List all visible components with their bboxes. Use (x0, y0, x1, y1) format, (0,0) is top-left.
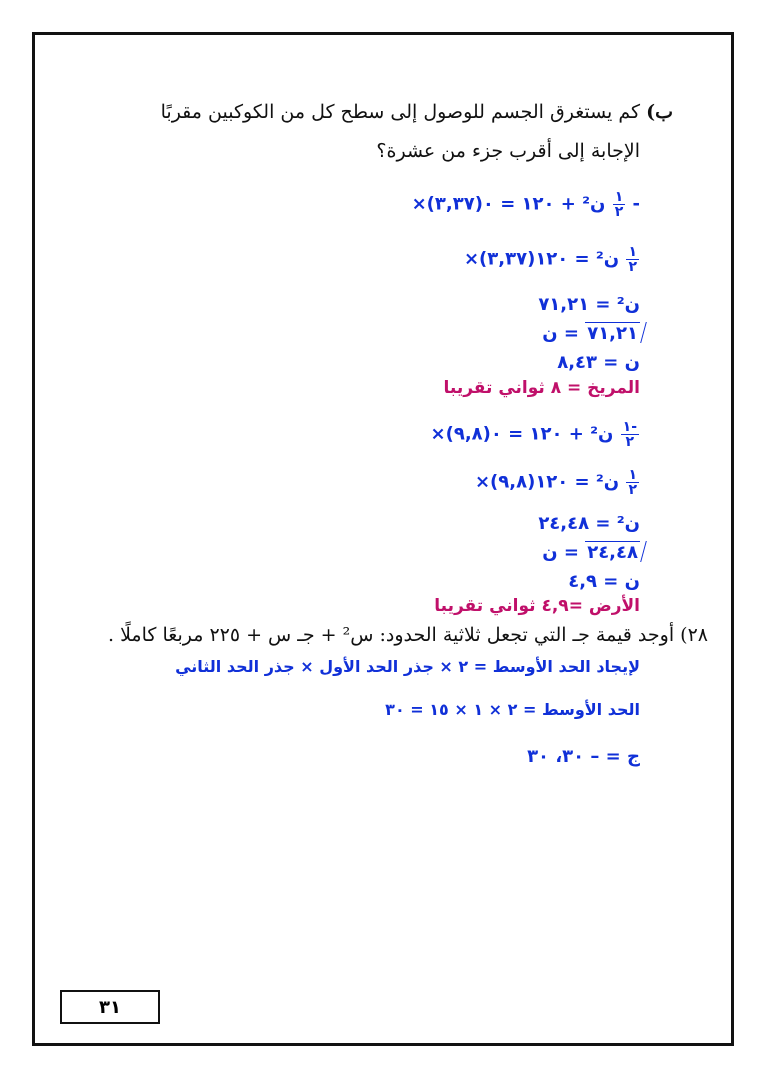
earth-equation-5: ن = ٤,٩ (568, 571, 640, 592)
mars-equation-1: ×(٣,٣٧)ن² + ١٢٠ = ٠ $\frac{١}{٢}$ - (411, 189, 640, 220)
square-root: ٢٤,٤٨ (587, 542, 638, 563)
question-b-text: كم يستغرق الجسم للوصول إلى سطح كل من الكوكبين مقربًا (160, 101, 641, 123)
mars-equation-5: ن = ٨,٤٣ (557, 352, 640, 373)
mars-equation-4: ن = ٧١,٢١ (542, 323, 638, 344)
earth-equation-3: ن² = ٢٤,٤٨ (538, 513, 640, 534)
fraction: $\frac{١}{٢}$ (628, 244, 637, 275)
fraction: $\frac{١-}{٢}$ (622, 419, 637, 450)
question-b-line1 (161, 101, 673, 123)
middle-term-calculation: الحد الأوسط = ٢ × ١ × ١٥ = ٣٠ (385, 700, 640, 719)
question-b-label: ب) (646, 101, 673, 123)
earth-equation-2: ×(٩,٨)ن² = ١٢٠ $\frac{١}{٢}$ (474, 467, 637, 498)
answer-c: ج = – ٣٠، ٣٠ (527, 746, 640, 767)
earth-result: الأرض =٤,٩ ثواني تقريبا (434, 596, 640, 616)
fraction: $\frac{١}{٢}$ (628, 467, 637, 498)
fraction: $\frac{١}{٢}$ (614, 189, 624, 220)
question-28 (108, 624, 708, 646)
page-number: ٣١ (60, 990, 160, 1024)
question-b-line2: الإجابة إلى أقرب جزء من عشرة؟ (376, 140, 640, 162)
question-28-text: أوجد قيمة جـ التي تجعل ثلاثية الحدود: س² + جـ س + ٢٢٥ مربعًا كاملًا . (108, 624, 675, 646)
square-root: ٧١,٢١ (587, 323, 638, 344)
mars-result: المريخ = ٨ ثواني تقريبا (443, 378, 640, 398)
mars-equation-2: ×(٣,٣٧)ن² = ١٢٠ $\frac{١}{٢}$ (463, 244, 637, 275)
middle-term-rule: لإيجاد الحد الأوسط = ٢ × جذر الحد الأول × جذر الحد الثاني (175, 657, 640, 676)
page-frame (32, 32, 734, 1046)
earth-equation-4: ن = ٢٤,٤٨ (542, 542, 638, 563)
mars-equation-3: ن² = ٧١,٢١ (538, 294, 640, 315)
question-28-number: ٢٨) (680, 624, 708, 646)
earth-equation-1: ×(٩,٨)ن² + ١٢٠ = ٠ $\frac{١-}{٢}$ (430, 419, 637, 450)
